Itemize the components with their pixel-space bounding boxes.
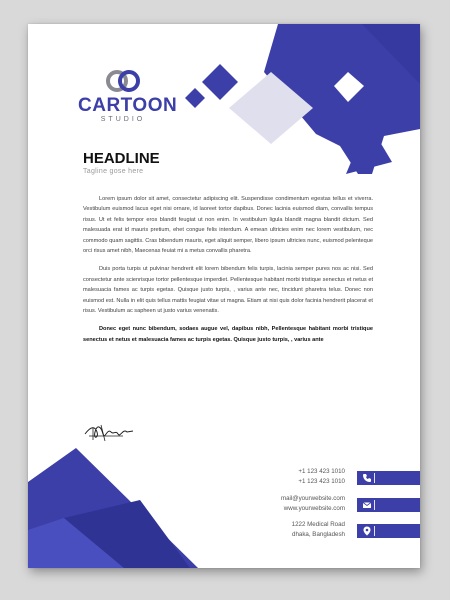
- phone-number: +1 123 423 1010: [298, 478, 345, 485]
- website-address: www.yourwebsite.com: [283, 505, 345, 512]
- location-pin-icon: [362, 526, 372, 536]
- brand-name: CARTOON: [78, 95, 178, 116]
- contact-bar: [357, 524, 420, 538]
- tagline: Tagline gose here: [83, 168, 144, 175]
- body-paragraph: Duis porta turpis ut pulvinar hendrerit elit lorem bibendum felis turpis, lacinia semper pures nos ac nisi. Sed consectetur ante scienrisque tortor pellentesque imperdiet. Pellentesque habitant morbi tristique senectus et netus et malesuacia fames ac turpis egetas. Quisque justo turpis, , varius ante nec, tincidunt pharetra telus. Donec non euismod est. Nulla in elit quis tellus mattis feugiat vitae ut magna. Etiam at nisi quis dolor facinia hendrerit placerat et risus. Vestibulum ac sapheen ut justo varius venenatis.: [83, 266, 373, 315]
- letter-body: [83, 194, 373, 353]
- email-address: mail@yourwebsite.com: [280, 495, 345, 502]
- top-right-decoration: [178, 24, 420, 174]
- contact-address: [220, 521, 420, 541]
- brand-subtitle: STUDIO: [100, 116, 146, 123]
- contact-bar: [357, 498, 420, 512]
- contact-separator: [374, 500, 375, 510]
- interlocking-rings-logo: [105, 68, 141, 94]
- contact-separator: [374, 473, 375, 483]
- address-line: dhaka, Bangladesh: [292, 531, 345, 538]
- contact-separator: [374, 526, 375, 536]
- body-paragraph: Lorem ipsum dolor sit amet, consectetur adipiscing elit. Suspendisse condimentum egestas tellus et viverra. Vestibulum euismod lacus eget nisi ornare, id laoreet tortor dapibus. Donec lacinia euismod diam, convallis tempus risus. Ut et felis tempor eros blandit feugiat ut non enim. In vestibulum ligula blandit magna blandit dictum. Sed malesuada erat id mauris pretium, ehet congue felis interdum. A emean ultricies enim nec lorem vestibulum, nec commodo quam sagittis. Cras bibendum mauris, eget aliquit semper, libero ipsum ultricies nunc, euismod pelenteque orci risus amet nibh, Maecenas feuiat mi a metus convallis pharetra.: [83, 196, 373, 255]
- contact-bar: [357, 471, 420, 485]
- phone-icon: [362, 473, 372, 483]
- address-line: 1222 Medical Road: [291, 521, 345, 528]
- phone-number: +1 123 423 1010: [298, 468, 345, 475]
- contact-web: [220, 495, 420, 515]
- bottom-left-decoration: [28, 438, 198, 568]
- contact-phone: [220, 468, 420, 488]
- letterhead-page: [28, 24, 420, 568]
- body-bold-paragraph: Donec eget nunc bibendum, sodaes augue vel, dapibus nibh, Pellentesque habitant morbi tristique senectus et netus et malesuacia fames ac turpis egetas. Quisque justo turpis, , varius ante: [83, 326, 373, 343]
- brand-logo: [78, 68, 178, 124]
- mail-icon: [362, 500, 372, 510]
- headline: HEADLINE: [83, 150, 160, 167]
